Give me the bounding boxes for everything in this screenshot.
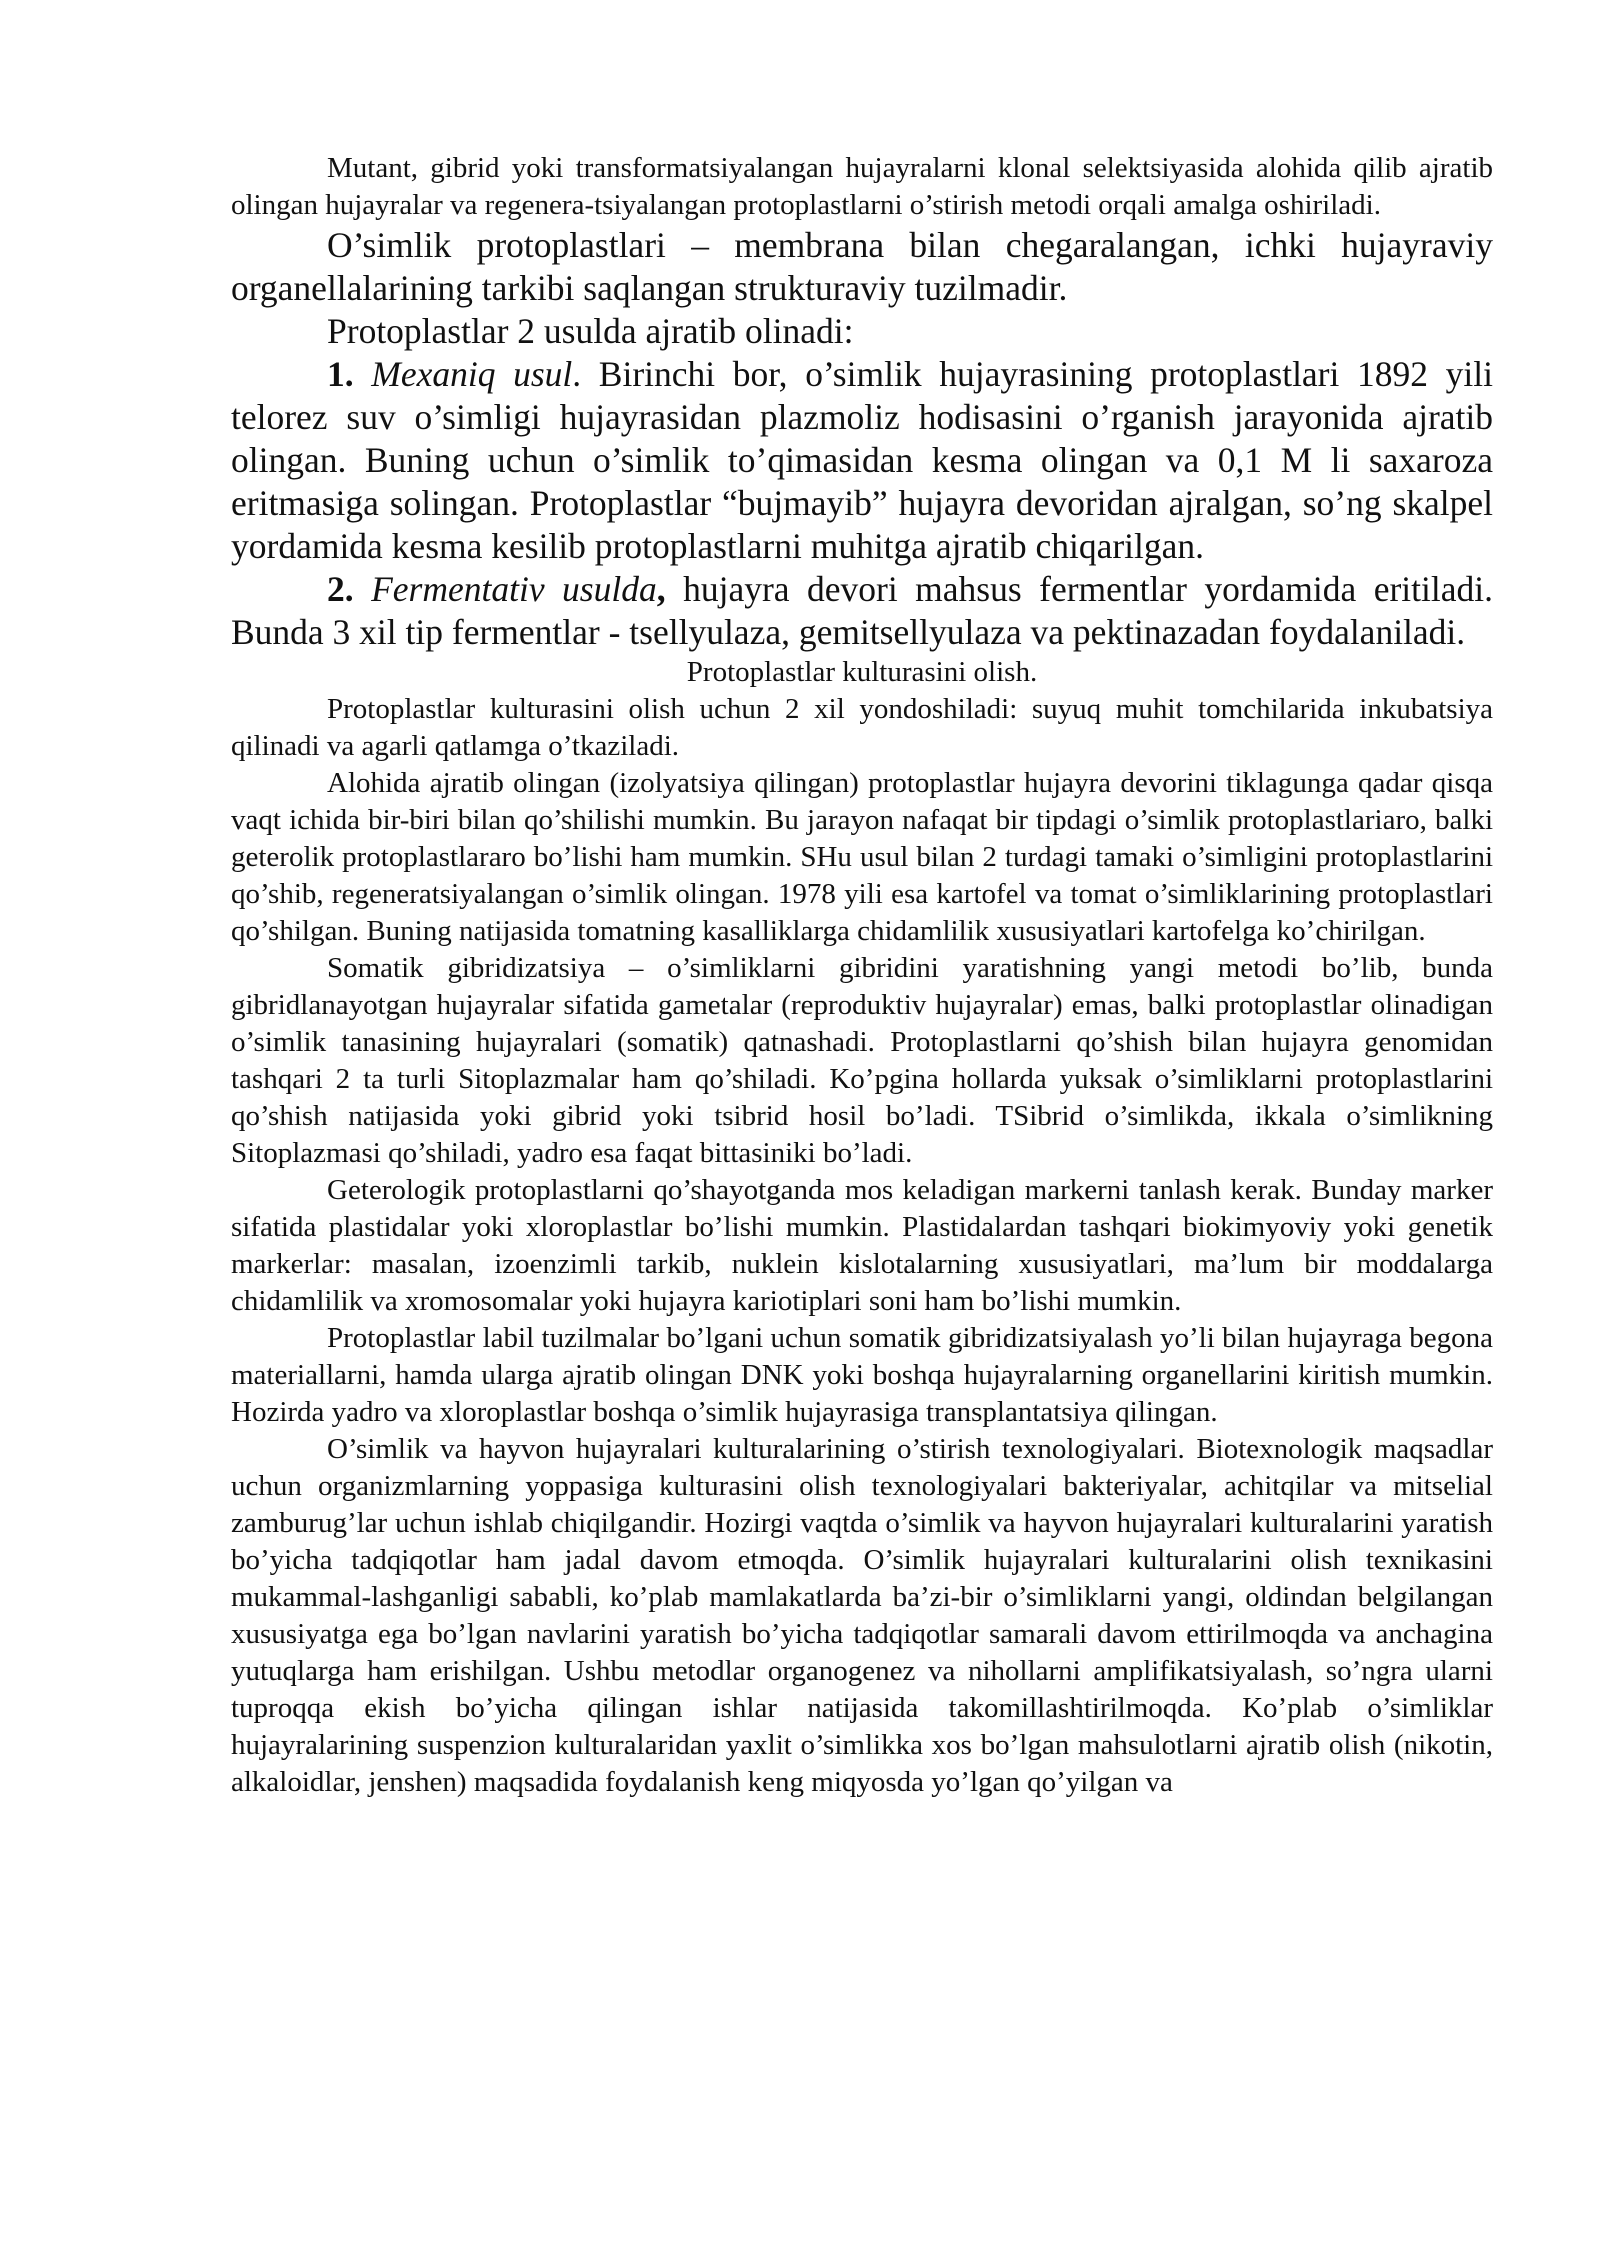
paragraph-mutant-selection: Mutant, gibrid yoki transformatsiyalangan hujayralarni klonal selektsiyasida alohida qilib ajratib olingan hujayralar va regenera-tsiyalangan protoplastlarni o’stirish metodi orqali amalga oshiriladi. [231, 152, 1493, 221]
paragraph-mechanical-method [231, 353, 1493, 568]
list-number: 1. [327, 354, 354, 394]
section-heading: Protoplastlar kulturasini olish. [686, 656, 1038, 688]
paragraph-isolation-methods: Protoplastlar 2 usulda ajratib olinadi: [327, 311, 854, 351]
method-term: Mexaniq usul [371, 354, 573, 394]
paragraph-markers: Geterologik protoplastlarni qo’shayotganda mos keladigan markerni tanlash kerak. Bunday marker sifatida plastidalar yoki xloroplastlar bo’lishi mumkin. Plastidalardan tashqari biokimyoviy yoki genetik markerlar: masalan, izoenzimli tarkib, nuklein kislotalarning xususiyatlari, ma’lum bir moddalarga chidamlilik va xromosomalar yoki hujayra kariotiplari soni ham bo’lishi mumkin. [231, 1174, 1493, 1317]
paragraph-culture-approaches: Protoplastlar kulturasini olish uchun 2 xil yondoshiladi: suyuq muhit tomchilarida inkubatsiya qilinadi va agarli qatlamga o’tkaziladi. [231, 693, 1493, 762]
method-description: hujayra devori mahsus fermentlar yordamida eritiladi. Bunda 3 xil tip fermentlar - tsellyulaza, gemitsellyulaza va pektinazadan foydalaniladi. [231, 569, 1493, 652]
paragraph-protoplast-fusion: Alohida ajratib olingan (izolyatsiya qilingan) protoplastlar hujayra devorini tiklagunga qadar qisqa vaqt ichida bir-biri bilan qo’shilishi mumkin. Bu jarayon nafaqat bir tipdagi o’simlik protoplastlariaro, balki geterolik protoplastlararo bo’lishi ham mumkin. SHu usul bilan 2 turdagi tamaki o’simligini protoplastlarini qo’shib, regeneratsiyalangan o’simlik olingan. 1978 yili esa kartofel va tomat o’simliklarining protoplastlari qo’shilgan. Buning natijasida tomatning kasalliklarga chidamlilik xususiyatlari kartofelga ko’chirilgan. [231, 767, 1493, 947]
document-page [231, 150, 1493, 1801]
list-number: 2. [327, 569, 354, 609]
paragraph-foreign-material: Protoplastlar labil tuzilmalar bo’lgani uchun somatik gibridizatsiyalash yo’li bilan hujayraga begona materiallarni, hamda ularga ajratib olingan DNK yoki boshqa hujayralarning organellarini kiritish mumkin. Hozirda yadro va xloroplastlar boshqa o’simlik hujayrasiga transplantatsiya qilingan. [231, 1322, 1493, 1428]
method-description: . Birinchi bor, o’simlik hujayrasining protoplastlari 1892 yili telorez suv o’simligi hujayrasidan plazmoliz hodisasini o’rganish jarayonida ajratib olingan. Buning uchun o’simlik to’qimasidan kesma olingan va 0,1 M li saxaroza eritmasiga solingan. Protoplastlar “bujmayib” hujayra devoridan ajralgan, so’ng skalpel yordamida kesma kesilib protoplastlarni muhitga ajratib chiqarilgan. [231, 354, 1493, 566]
paragraph-enzymatic-method [231, 568, 1493, 654]
method-term: Fermentativ usulda [371, 569, 657, 609]
paragraph-protoplast-definition: O’simlik protoplastlari – membrana bilan chegaralangan, ichki hujayraviy organellalarining tarkibi saqlangan strukturaviy tuzilmadir. [231, 225, 1493, 308]
method-term-comma: , [656, 569, 666, 609]
paragraph-cell-culture-technologies: O’simlik va hayvon hujayralari kulturalarining o’stirish texnologiyalari. Biotexnologik maqsadlar uchun organizmlarning yoppasiga kulturasini olish texnologiyalari bakteriyalar, achitqilar va mitselial zamburug’lar uchun ishlab chiqilgandir. Hozirgi vaqtda o’simlik va hayvon hujayralari kulturalarini yaratish bo’yicha tadqiqotlar ham jadal davom etmoqda. O’simlik hujayralari kulturalarini olish texnikasini mukammal-lashganligi sababli, ko’plab mamlakatlarda ba’zi-bir o’simliklarni yangi, oldindan belgilangan xususiyatga ega bo’lgan navlarini yaratish bo’yicha tadqiqotlar samarali davom ettirilmoqda va anchagina yutuqlarga ham erishilgan. Ushbu metodlar organogenez va nihollarni amplifikatsiyalash, so’ngra ularni tuproqqa ekish bo’yicha qilingan ishlar natijasida takomillashtirilmoqda. Ko’plab o’simliklar hujayralarining suspenzion kulturalaridan yaxlit o’simlikka xos bo’lgan mahsulotlarni ajratib olish (nikotin, alkaloidlar, jenshen) maqsadida foydalanish keng miqyosda yo’lgan qo’yilgan va [231, 1433, 1493, 1798]
paragraph-somatic-hybridization: Somatik gibridizatsiya – o’simliklarni gibridini yaratishning yangi metodi bo’lib, bunda gibridlanayotgan hujayralar sifatida gametalar (reproduktiv hujayralar) emas, balki protoplastlar olinadigan o’simlik tanasining hujayralari (somatik) qatnashadi. Protoplastlarni qo’shish bilan hujayra genomidan tashqari 2 ta turli Sitoplazmalar ham qo’shiladi. Ko’pgina hollarda yuksak o’simliklarni protoplastlarini qo’shish natijasida yoki gibrid yoki tsibrid hosil bo’ladi. TSibrid o’simlikda, ikkala o’simlikning Sitoplazmasi qo’shiladi, yadro esa faqat bittasiniki bo’ladi. [231, 952, 1493, 1169]
